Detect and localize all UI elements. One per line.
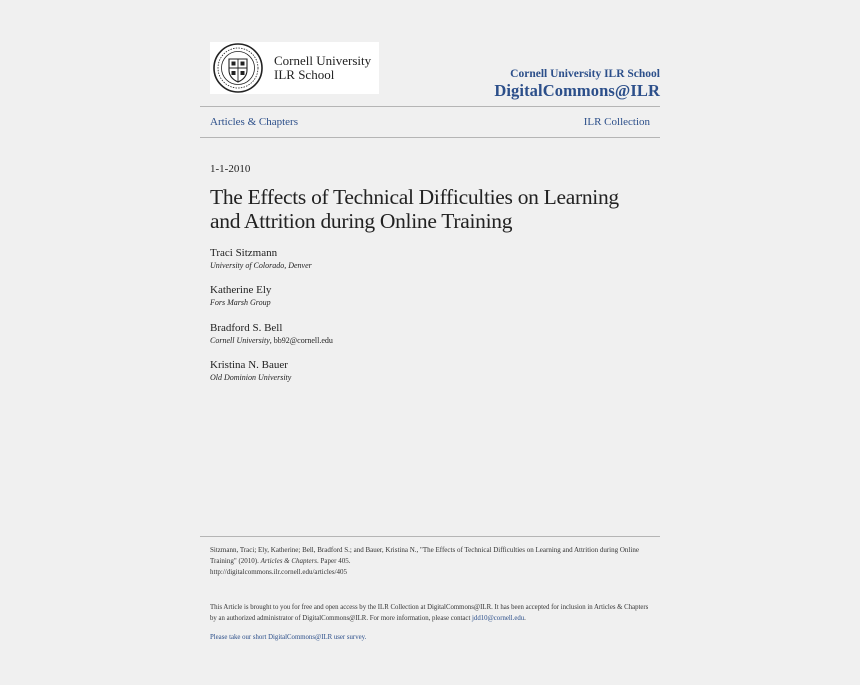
affiliation-text: University of Colorado, Denver bbox=[210, 261, 312, 270]
footer-divider bbox=[200, 536, 660, 537]
citation-series: Articles & Chapters bbox=[260, 557, 318, 565]
citation-paper: . Paper 405. bbox=[317, 557, 351, 565]
author-affiliation bbox=[210, 297, 271, 309]
author-name: Katherine Ely bbox=[210, 284, 272, 296]
survey-link[interactable]: Please take our short DigitalCommons@ILR user survey. bbox=[210, 634, 367, 641]
cornell-logo[interactable] bbox=[210, 42, 379, 94]
citation bbox=[210, 545, 650, 578]
author-email[interactable]: , bb92@cornell.edu bbox=[269, 336, 333, 345]
contact-email-link[interactable]: jdd10@cornell.edu bbox=[472, 615, 525, 622]
cornell-seal-icon bbox=[212, 42, 264, 94]
affiliation-text: Old Dominion University bbox=[210, 373, 292, 382]
author-name: Kristina N. Bauer bbox=[210, 359, 288, 371]
citation-text: Sitzmann, Traci; Ely, Katherine; Bell, Bradford S.; and Bauer, Kristina N., "The Effects of Technical Difficulties on Learning and Attrition during Online Training" (2010). bbox=[210, 546, 639, 565]
author-block bbox=[210, 359, 291, 384]
ilr-collection-link[interactable]: ILR Collection bbox=[583, 116, 650, 128]
citation-url[interactable]: http://digitalcommons.ilr.cornell.edu/articles/405 bbox=[210, 568, 348, 576]
author-affiliation bbox=[210, 372, 291, 384]
author-block bbox=[210, 284, 271, 309]
notice-end: . bbox=[524, 615, 526, 622]
affiliation-text: Cornell University bbox=[210, 336, 270, 345]
articles-chapters-link[interactable]: Articles & Chapters bbox=[210, 116, 298, 128]
affiliation-text: Fors Marsh Group bbox=[210, 298, 271, 307]
author-name: Bradford S. Bell bbox=[210, 322, 283, 334]
digitalcommons-brand[interactable] bbox=[494, 68, 660, 100]
top-divider bbox=[200, 106, 660, 107]
publication-date: 1-1-2010 bbox=[210, 163, 251, 175]
document-page bbox=[200, 30, 670, 670]
author-name: Traci Sitzmann bbox=[210, 247, 278, 259]
access-notice bbox=[210, 602, 656, 624]
author-affiliation bbox=[210, 260, 312, 272]
brand-subtitle: Cornell University ILR School bbox=[510, 68, 660, 80]
article-title: The Effects of Technical Difficulties on Learning and Attrition during Online Training bbox=[210, 185, 619, 233]
logo-line-1: Cornell University bbox=[274, 53, 372, 68]
author-block bbox=[210, 247, 312, 272]
nav-divider bbox=[200, 137, 660, 138]
brand-title: DigitalCommons@ILR bbox=[494, 81, 660, 100]
author-affiliation bbox=[210, 335, 333, 347]
notice-text: This Article is brought to you for free and open access by the ILR Collection at DigitalCommons@ILR. It has been accepted for inclusion in Articles & Chapters by an authorized administrator of DigitalCommons@ILR. For more information, please contact bbox=[210, 604, 649, 622]
author-block bbox=[210, 322, 333, 347]
logo-line-2: ILR School bbox=[274, 67, 335, 82]
